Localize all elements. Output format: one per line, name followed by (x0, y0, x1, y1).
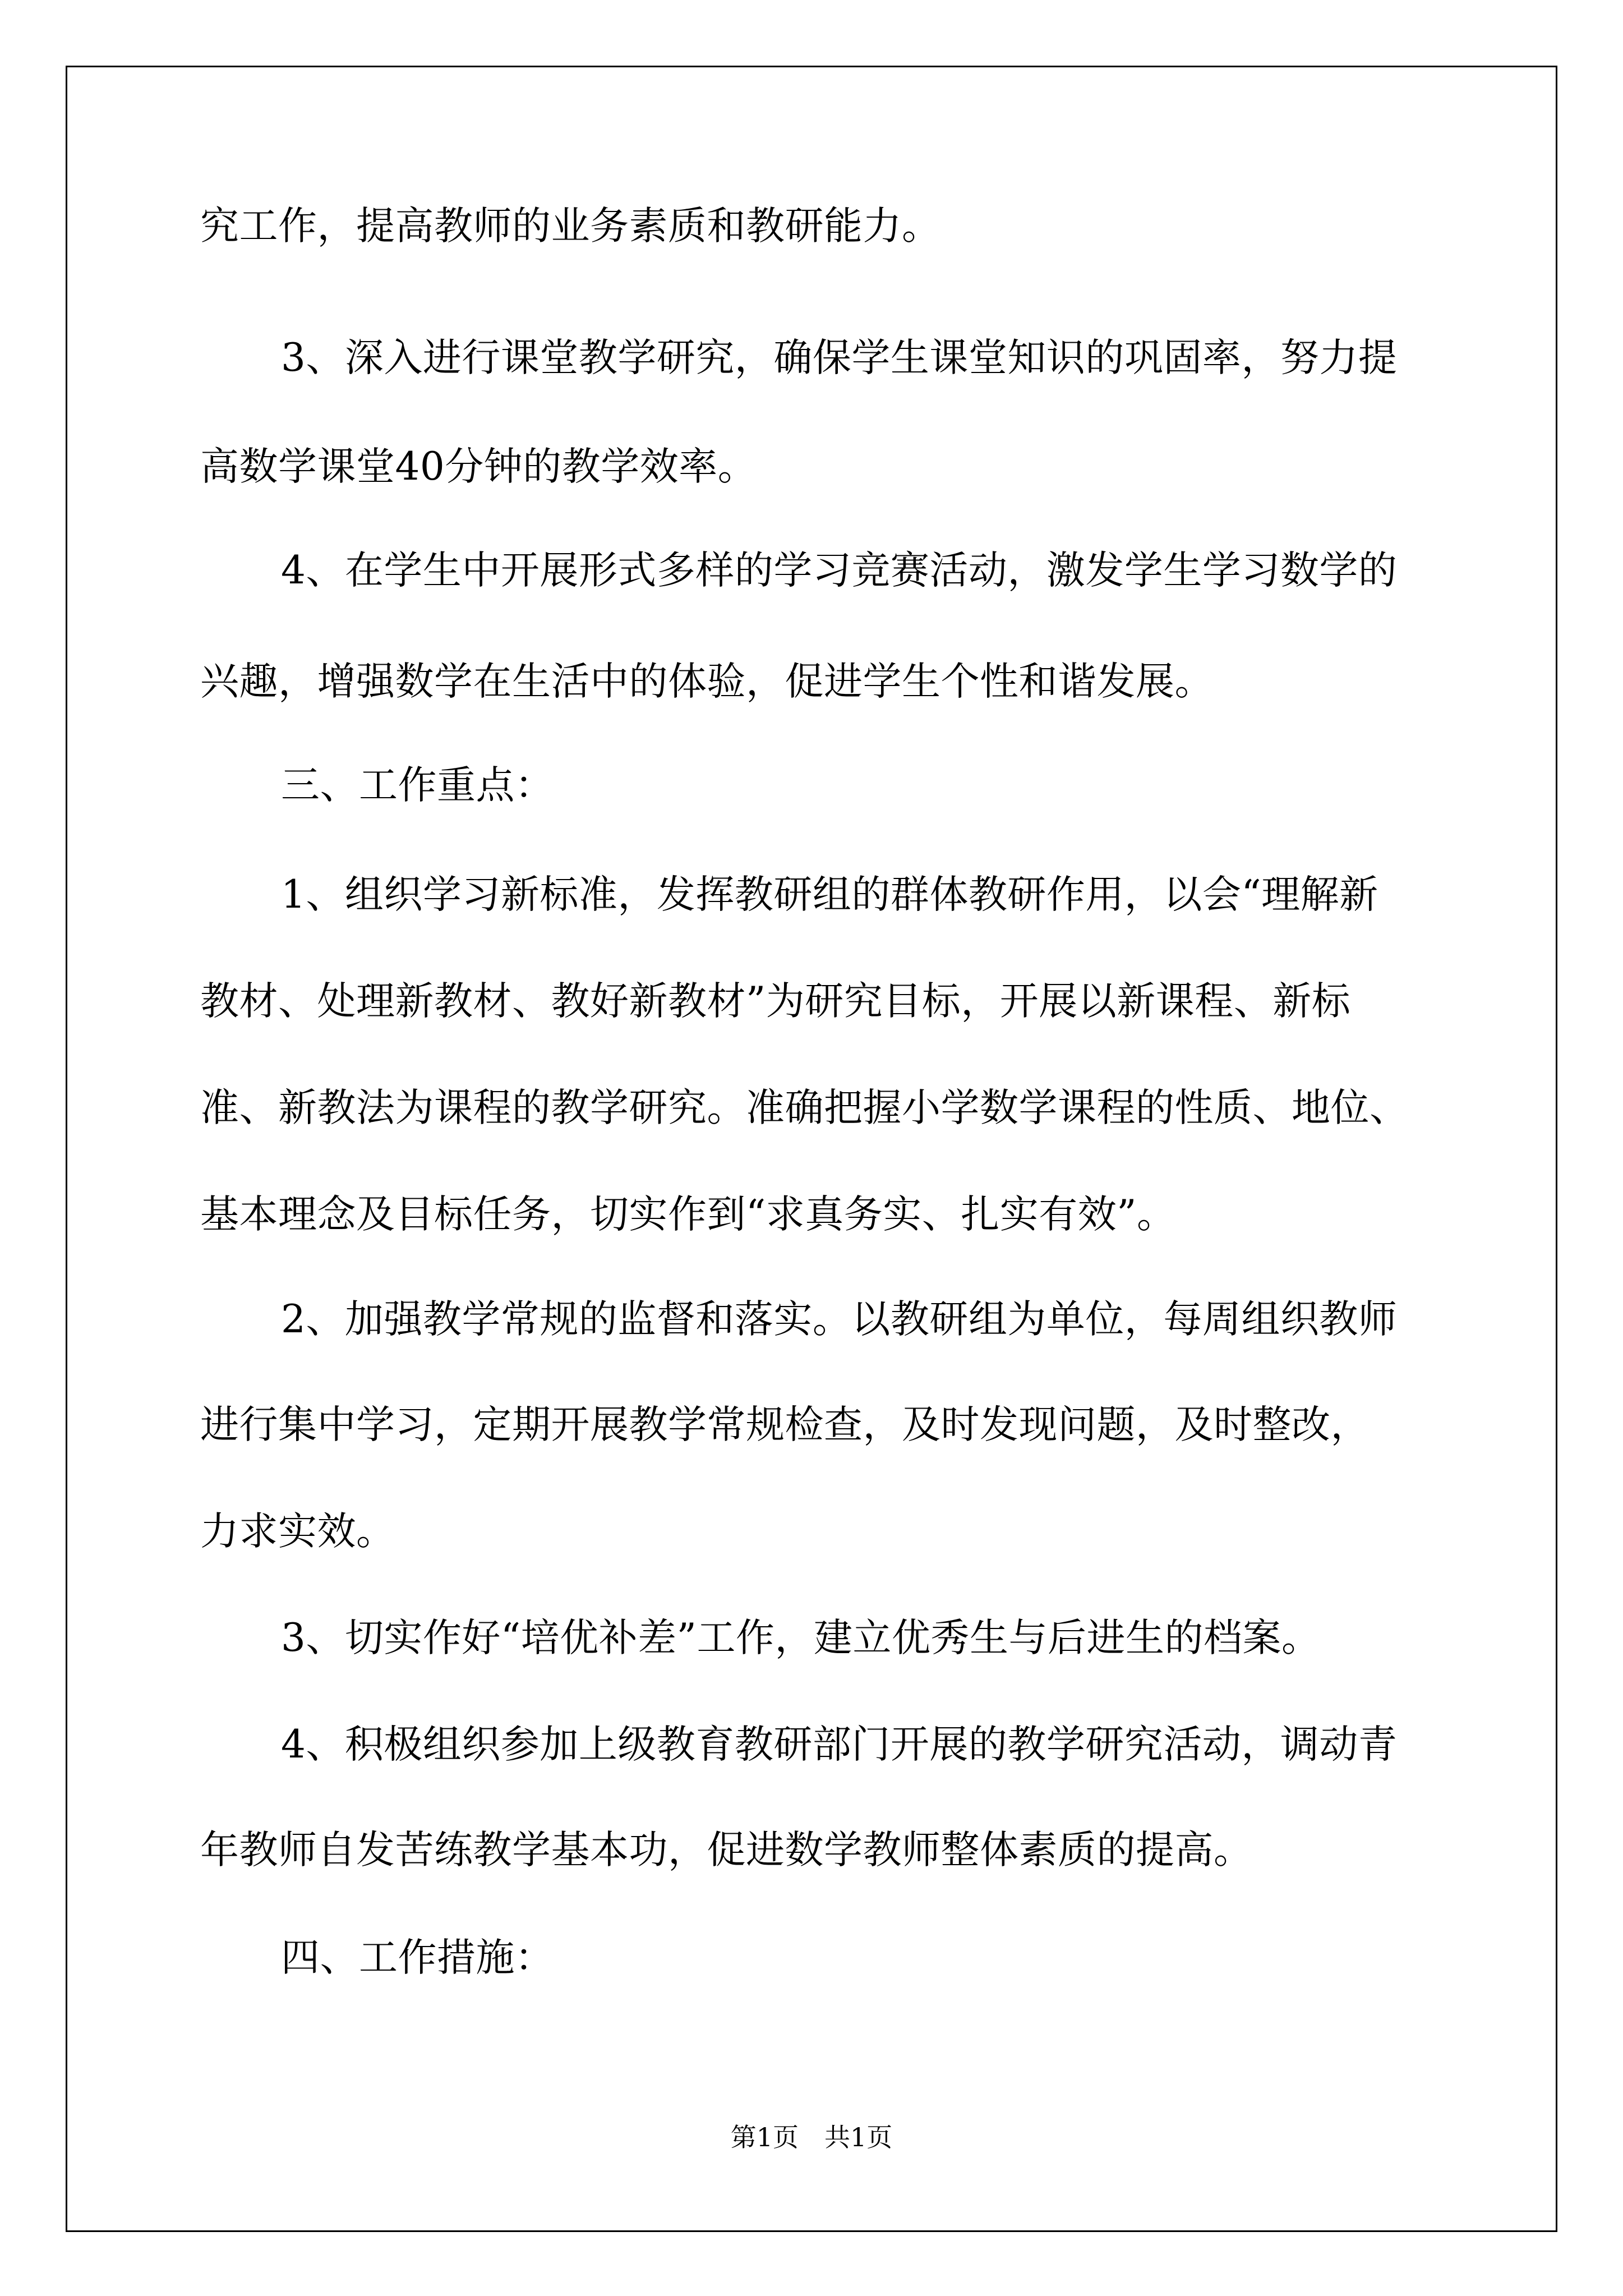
text-line: 进行集中学习，定期开展教学常规检查，及时发现问题，及时整改， (200, 1402, 1370, 1447)
text-line: 4、在学生中开展形式多样的学习竞赛活动，激发学生学习数学的 (281, 548, 1398, 593)
page-number-footer: 第1页 共1页 (730, 2122, 893, 2152)
text-line: 究工作，提高教师的业务素质和教研能力。 (200, 204, 941, 249)
text-line: 1、组织学习新标准，发挥教研组的群体教研作用，以会“理解新 (281, 872, 1378, 917)
text-line: 高数学课堂40分钟的教学效率。 (200, 444, 757, 489)
text-line: 力求实效。 (200, 1509, 395, 1554)
text-line: 教材、处理新教材、教好新教材”为研究目标，开展以新课程、新标 (200, 979, 1351, 1024)
section-heading: 四、工作措施： (281, 1935, 554, 1980)
text-line: 兴趣，增强数学在生活中的体验，促进学生个性和谐发展。 (200, 659, 1214, 704)
text-line: 年教师自发苦练教学基本功，促进数学教师整体素质的提高。 (200, 1828, 1253, 1872)
page-border (66, 66, 1557, 2232)
text-line: 2、加强教学常规的监督和落实。以教研组为单位，每周组织教师 (281, 1297, 1398, 1342)
text-line: 3、深入进行课堂教学研究，确保学生课堂知识的巩固率，努力提 (281, 335, 1398, 380)
text-line: 基本理念及目标任务，切实作到“求真务实、扎实有效”。 (200, 1192, 1176, 1237)
section-heading: 三、工作重点： (281, 763, 554, 808)
text-line: 4、积极组织参加上级教育教研部门开展的教学研究活动，调动青 (281, 1722, 1398, 1767)
text-line: 准、新教法为课程的教学研究。准确把握小学数学课程的性质、地位、 (200, 1085, 1409, 1130)
text-line: 3、切实作好“培优补差”工作，建立优秀生与后进生的档案。 (281, 1616, 1321, 1660)
